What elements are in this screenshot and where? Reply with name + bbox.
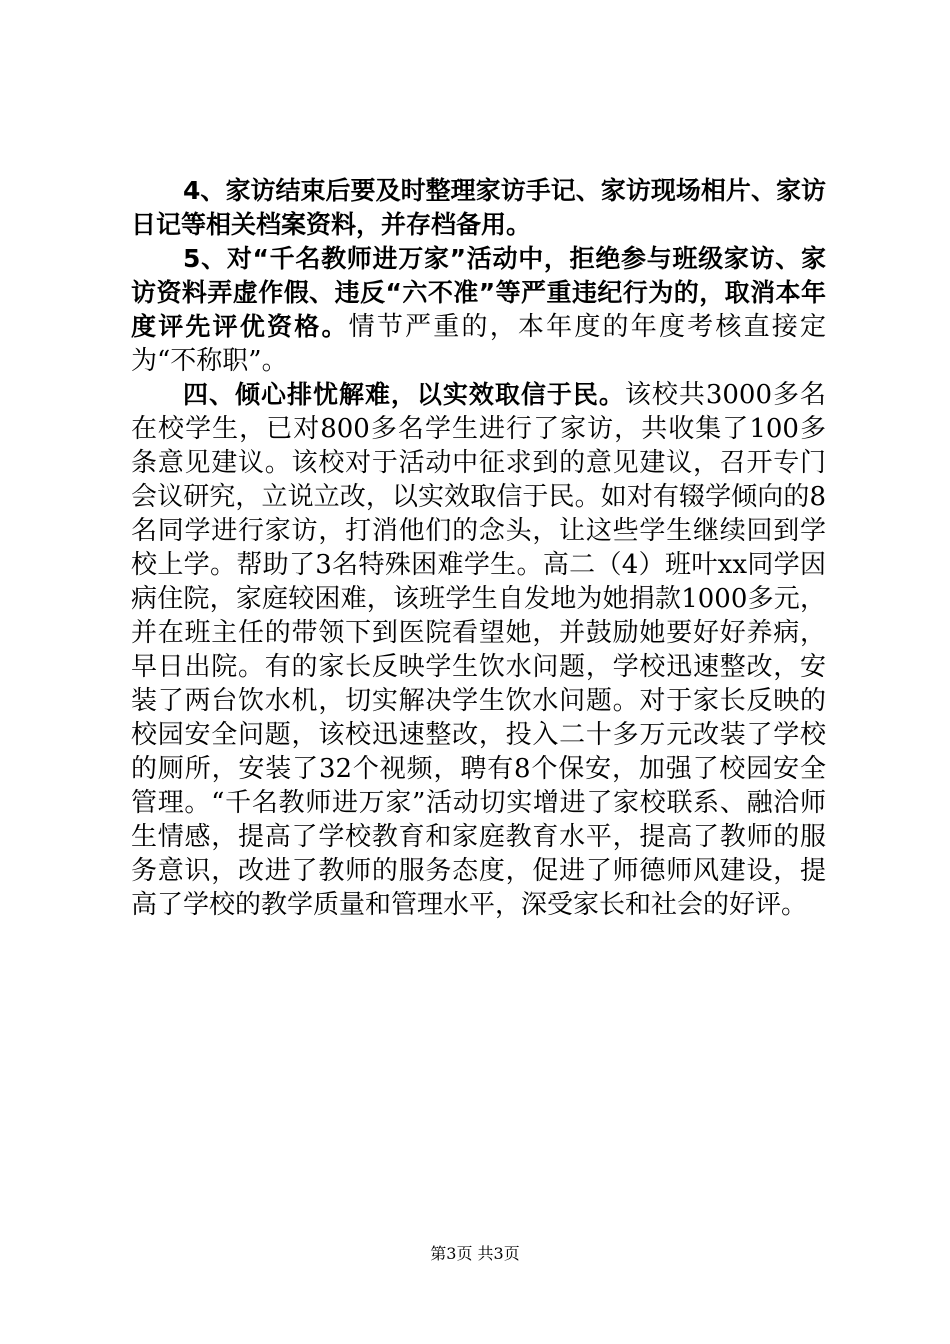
- section-four-body: 该校共3000多名在校学生，已对800多名学生进行了家访，共收集了100多条意见建议。该校对于活动中征求到的意见建议，召开专门会议研究，立说立改，以实效取信于民。如对有辍学倾向的8名同学进行家访，打消他们的念头，让这些学生继续回到学校上学。帮助了3名特殊困难学生。高二（4）班叶xx同学因病住院，家庭较困难，该班学生自发地为她捐款1000多元，并在班主任的带领下到医院看望她，并鼓励她要好好养病，早日出院。有的家长反映学生饮水问题，学校迅速整改，安装了两台饮水机，切实解决学生饮水问题。对于家长反映的校园安全问题，该校迅速整改，投入二十多万元改装了学校的厕所，安装了32个视频，聘有8个保安，加强了校园安全管理。“千名教师进万家”活动切实增进了家校联系、融洽师生情感，提高了学校教育和家庭教育水平，提高了教师的服务意识，改进了教师的服务态度，促进了师德师风建设，提高了学校的教学质量和管理水平，深受家长和社会的好评。: [131, 380, 826, 920]
- paragraph-item-5-normal-text: 情节严重的，本年度的年度考核直接定为“不称职”。: [131, 312, 826, 376]
- paragraph-item-5-bold-text: 5、对“千名教师进万家”活动中，拒绝参与班级家访、家访资料弄虚作假、违反“六不准”等严重违纪行为的，取消本年度评先评优资格。: [131, 244, 826, 341]
- page-number-label: 第3页 共3页: [430, 1244, 520, 1263]
- paragraph-section-four: [131, 378, 826, 922]
- document-body: [131, 174, 826, 922]
- page-footer: [0, 1244, 950, 1264]
- paragraph-item-5: [131, 242, 826, 378]
- paragraph-item-4: [131, 174, 826, 242]
- paragraph-item-4-text: 4、家访结束后要及时整理家访手记、家访现场相片、家访日记等相关档案资料，并存档备用。: [131, 176, 826, 239]
- section-four-heading: 四、倾心排忧解难，以实效取信于民。: [183, 380, 625, 409]
